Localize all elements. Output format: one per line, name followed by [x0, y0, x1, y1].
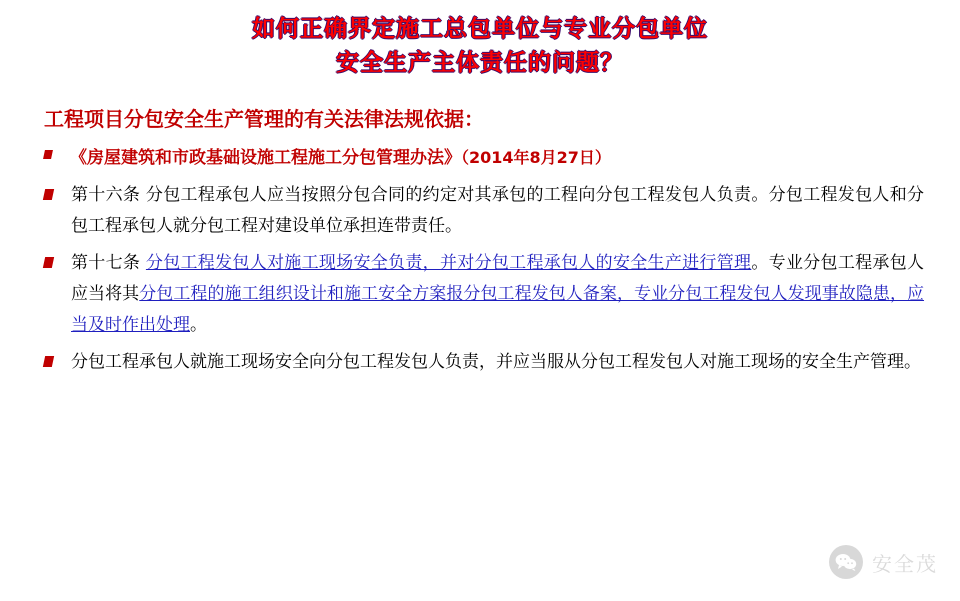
list-item — [44, 248, 924, 341]
slide-body — [44, 104, 924, 384]
title-line-2: 安全生产主体责任的问题？ — [336, 50, 624, 76]
bullet-marker-icon — [43, 189, 54, 200]
article-17-mid: 。专业分包工程承包人应当将其 — [71, 253, 925, 304]
article-17-emphasis-1: 分包工程发包人对施工现场安全负责，并对分包工程承包人的安全生产进行管理 — [145, 253, 752, 273]
bullet-marker-icon — [43, 150, 53, 159]
bullet-marker-icon — [43, 356, 54, 367]
watermark — [829, 545, 938, 579]
wechat-icon — [829, 545, 863, 579]
slide-title — [0, 12, 960, 80]
bullet-marker-icon — [43, 257, 54, 268]
section-heading: 工程项目分包安全生产管理的有关法律法规依据： — [44, 107, 484, 131]
law-date-text: （2014年8月27日） — [461, 148, 611, 167]
list-item-text: 第十六条 分包工程承包人应当按照分包合同的约定对其承包的工程向分包工程发包人负责。分包工程发包人和分包工程承包人就分包工程对建设单位承担连带责任。 — [71, 185, 924, 236]
list-item-text: 分包工程承包人就施工现场安全向分包工程发包人负责，并应当服从分包工程发包人对施工现场的安全生产管理。 — [71, 352, 921, 372]
article-17-lead: 第十七条 — [71, 253, 146, 273]
article-17-emphasis-2: 分包工程的施工组织设计和施工安全方案报分包工程发包人备案，专业分包工程发包人发现事故隐患，应当及时作出处理 — [71, 284, 925, 335]
article-17-tail: 。 — [190, 315, 207, 335]
list-item-text — [71, 248, 924, 341]
title-line-1: 如何正确界定施工总包单位与专业分包单位 — [252, 16, 708, 42]
list-item — [44, 347, 924, 378]
watermark-label: 安全茂 — [872, 551, 938, 576]
list-item — [44, 180, 924, 242]
list-item — [44, 142, 924, 174]
law-title-text: 《房屋建筑和市政基础设施工程施工分包管理办法》 — [70, 148, 461, 168]
list-item-text — [70, 142, 924, 174]
